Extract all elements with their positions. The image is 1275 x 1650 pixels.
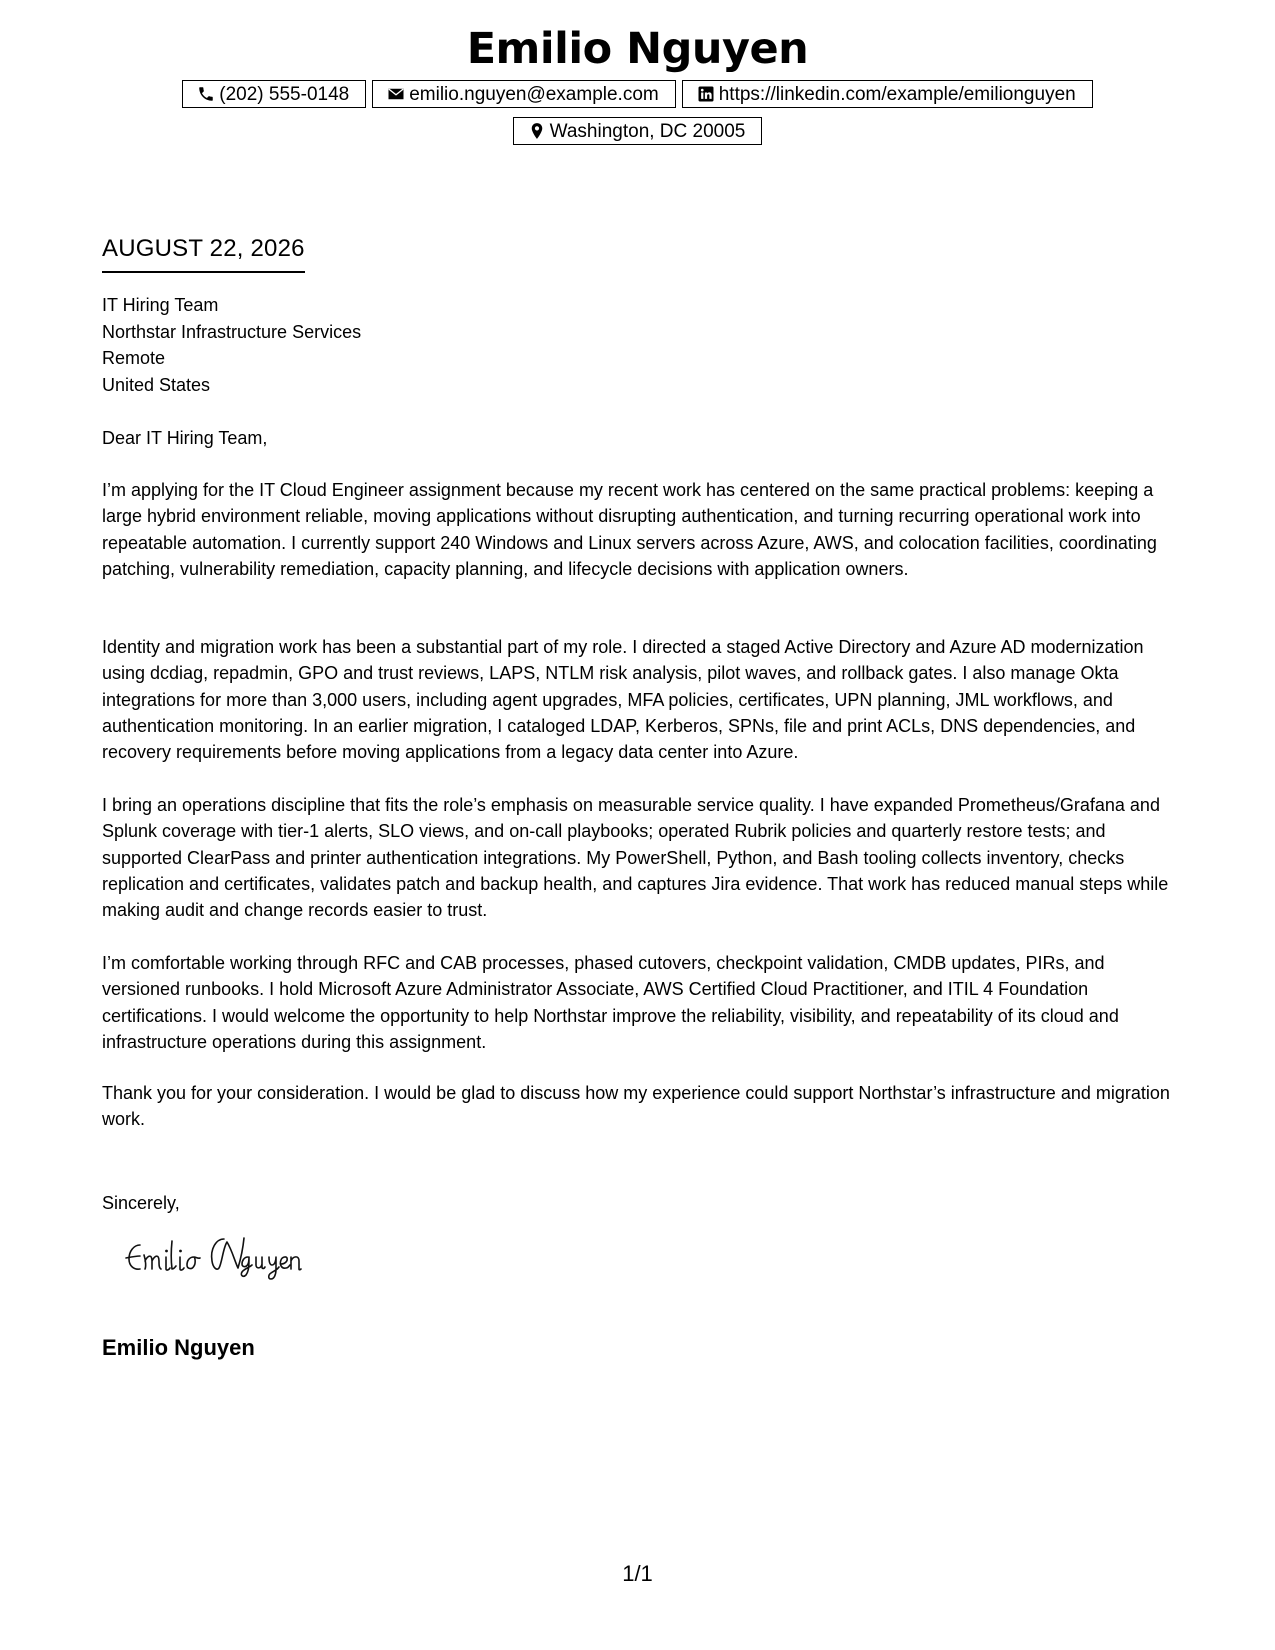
location-row xyxy=(0,117,1275,145)
linkedin-icon xyxy=(697,85,715,103)
paragraph-text: Thank you for your consideration. I would be glad to discuss how my experience could support Northstar’s infrastructure and migration work. xyxy=(102,1083,1170,1130)
paragraph-text: Identity and migration work has been a substantial part of my role. I directed a staged Active Directory and Azure AD modernization using dcdiag, repadmin, GPO and trust reviews, LAPS, NTLM risk analysis, pilot waves, and rollback gates. I also manage Okta integrations for more than 3,000 users, including agent upgrades, MFA policies, certificates, UPN planning, JML workflows, and authentication monitoring. In an earlier migration, I cataloged LDAP, Kerberos, SPNs, file and print ACLs, DNS dependencies, and recovery requirements before moving applications from a legacy data center into Azure. xyxy=(102,637,1144,763)
paragraph-text: I’m applying for the IT Cloud Engineer assignment because my recent work has centered on the same practical problems: keeping a large hybrid environment reliable, moving applications without disrupting authentication, and turning recurring operational work into repeatable automation. I currently support 240 Windows and Linux servers across Azure, AWS, and colocation facilities, coordinating patching, vulnerability remediation, capacity planning, and lifecycle decisions with application owners. xyxy=(102,480,1157,579)
letter-paragraph xyxy=(102,477,1182,582)
envelope-icon xyxy=(387,85,405,103)
letter-paragraph xyxy=(102,1080,1182,1133)
letter-paragraph xyxy=(102,950,1182,1055)
handwritten-signature xyxy=(120,1233,350,1281)
email-chip[interactable] xyxy=(372,80,676,108)
phone-chip xyxy=(182,80,366,108)
applicant-name: Emilio Nguyen xyxy=(466,24,809,74)
page-indicator: 1/1 xyxy=(622,1561,653,1586)
contact-info-row xyxy=(0,80,1275,108)
signed-name: Emilio Nguyen xyxy=(102,1335,255,1360)
map-marker-icon xyxy=(528,122,546,140)
linkedin-chip[interactable] xyxy=(682,80,1093,108)
recipient-line: Remote xyxy=(102,348,166,368)
phone-icon xyxy=(197,85,215,103)
recipient-line: IT Hiring Team xyxy=(102,295,219,315)
location-chip xyxy=(513,117,763,145)
closing: Sincerely, xyxy=(102,1193,180,1213)
location-text: Washington, DC 20005 xyxy=(549,120,746,142)
linkedin-url[interactable]: https://linkedin.com/example/emilionguyen xyxy=(718,83,1076,105)
paragraph-text: I bring an operations discipline that fits the role’s emphasis on measurable service quality. I have expanded Prometheus/Grafana and Splunk coverage with tier-1 alerts, SLO views, and on-call playbooks; operated Rubrik policies and quarterly restore tests; and supported ClearPass and printer authentication integrations. My PowerShell, Python, and Bash tooling collects inventory, checks replication and certificates, validates patch and backup health, and captures Jira evidence. That work has reduced manual steps while making audit and change records easier to trust. xyxy=(102,795,1169,921)
recipient-block xyxy=(102,292,361,398)
paragraph-text: I’m comfortable working through RFC and CAB processes, phased cutovers, checkpoint validation, CMDB updates, PIRs, and versioned runbooks. I hold Microsoft Azure Administrator Associate, AWS Certified Cloud Practitioner, and ITIL 4 Foundation certifications. I would welcome the opportunity to help Northstar improve the reliability, visibility, and repeatability of its cloud and infrastructure operations during this assignment. xyxy=(102,953,1119,1052)
phone-number: (202) 555-0148 xyxy=(219,83,350,105)
letter-paragraph xyxy=(102,634,1182,765)
salutation: Dear IT Hiring Team, xyxy=(102,428,268,448)
recipient-line: United States xyxy=(102,374,211,395)
letter-paragraph xyxy=(102,792,1182,923)
email-address[interactable]: emilio.nguyen@example.com xyxy=(409,83,659,105)
letter-date: AUGUST 22, 2026 xyxy=(102,235,305,273)
recipient-line: Northstar Infrastructure Services xyxy=(102,321,362,342)
